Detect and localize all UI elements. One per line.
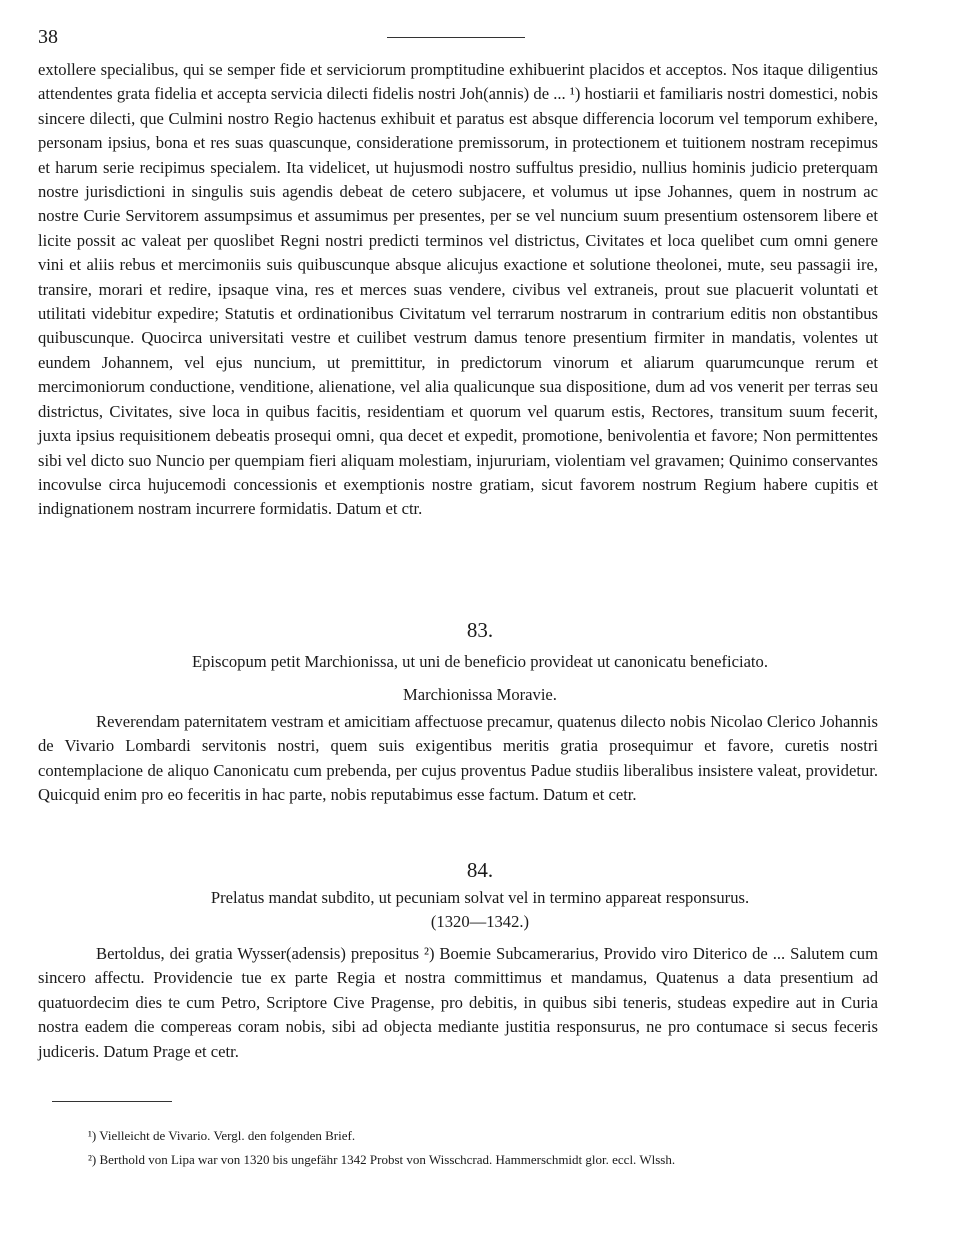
letter-83-paragraph: Reverendam paternitatem vestram et amicitiam affectuose precamur, quatenus dilecto nobis Nicolao Clerico Johannis de Vivario Lombardi servitonis nostri, quem suis exigentibus meritis gratia prosequimur et favore, curetis nostri contemplacione de aliquo Canonicatu cum prebenda, per cujus proventus Padue studiis liberalibus insistere valeat, providetur. Quicquid enim pro eo feceritis in hac parte, nobis reputabimus esse factum. Datum et cetr. bbox=[38, 712, 878, 805]
footnotes bbox=[88, 1124, 888, 1172]
letter-83-sender: Marchionissa Moravie. bbox=[403, 685, 557, 704]
letter-84-number: 84. bbox=[466, 858, 494, 882]
letter-82-paragraph: extollere specialibus, qui se semper fide et serviciorum promptitudine exhibuerint placidos et acceptos. Nos itaque diligentius attendentes grata fidelia et accepta servicia dilecti fidelis nostri Joh(annis) de ... ¹) hostiarii et familiaris nostri domestici, nobis sincere dilecti, que Culmini nostro Regio hactenus exhibuit et paratus est absque differencia locorum vel temporum exhibere, personam ipsius, bona et res suas quascunque, consideratione premissorum, in protectionem et tuitionem nostram recepimus et harum serie recipimus specialem. Ita videlicet, ut hujusmodi nostro suffultus presidio, nullius hominis judicio preterquam nostre jurisdictioni in singulis suis agendis debeat de cetero subjacere, et volumus ut ipse Johannes, quem in nostrum ac nostre Curie Servitorem assumpsimus et assumimus per presentes, per se vel nuncium suum presentium ostensorem libere et licite possit ac valeat per quoslibet Regni nostri predicti terminos vel districtus, Civitates et loca quelibet cum omni genere vini et aliis rebus et mercimoniis suis quibuscunque absque alicujus exactione et solutione theolonei, mute, seu passagii ire, transire, morari et redire, ipsaque vina, res et merces suas vendere, civibus vel extraneis, prout sue placuerit voluntati et utilitati videbitur expedire; Statutis et ordinationibus Civitatum vel terrarum nostrarum in contrarium editis non obstantibus quibuscunque. Quocirca universitati vestre et cuilibet vestrum damus tenore presentium firmiter in mandatis, volentes ut eundem Johannem, vel ejus nuncium, ut premittitur, in predictorum vinorum et aliarum quarumcunque rerum et mercimoniorum conductione, venditione, alienatione, vel alia qualicunque sua dispositione, dum ad vos venerit per terras seu districtus, Civitates, sive loca in quibus facitis, residentiam et quorum vel quarum estis, Rectores, transitum suum fecerit, juxta ipsius requisitionem debeatis prosequi omni, qua decet et expedit, promotione, benivolentia et favore; Non permittentes sibi vel dicto suo Nuncio per quempiam fieri aliquam molestiam, injururiam, violentiam vel gravamen; Quinimo conservantes incovulse circa hujucemodi concessionis et exemptionis nostre gratiam, sicut favorem nostrum Regium habere cupitis et indignationem nostram incurrere formidatis. Datum et ctr. bbox=[38, 60, 878, 519]
footnote-2: ²) Berthold von Lipa war von 1320 bis ungefähr 1342 Probst von Wisschcrad. Hammerschmidt glor. eccl. Wlssh. bbox=[88, 1152, 676, 1167]
header-rule bbox=[387, 37, 525, 38]
letter-84-summary: Prelatus mandat subdito, ut pecuniam solvat vel in termino appareat responsurus. bbox=[210, 888, 750, 907]
letter-84-paragraph: Bertoldus, dei gratia Wysser(adensis) prepositus ²) Boemie Subcamerarius, Provido viro Diterico de ... Salutem cum sincero affectu. Providencie tue ex parte Regia et nostra committimus et mandamus, Quatenus a data presentium ad quatuordecim dies te cum Petro, Scriptore Cive Pragense, pro debitis, in quibus sibi teneris, studeas expedire aut in Curia nostra eadem die compereas coram nobis, sibi ad objecta mediante justitia responsurus, ne pro contumace si secus feceris judiceris. Datum Prage et cetr. bbox=[38, 944, 878, 1061]
letter-83-body bbox=[38, 710, 878, 808]
letter-84-date: (1320—1342.) bbox=[430, 912, 530, 931]
letter-82-body bbox=[38, 58, 878, 522]
footnote-1: ¹) Vielleicht de Vivario. Vergl. den folgenden Brief. bbox=[88, 1128, 356, 1143]
page-number: 38 bbox=[38, 26, 58, 48]
letter-83-summary: Episcopum petit Marchionissa, ut uni de beneficio provideat ut canonicatu beneficiato. bbox=[192, 652, 768, 671]
letter-83-number: 83. bbox=[466, 618, 494, 642]
letter-84-body bbox=[38, 942, 878, 1064]
footnote-rule bbox=[52, 1101, 172, 1102]
